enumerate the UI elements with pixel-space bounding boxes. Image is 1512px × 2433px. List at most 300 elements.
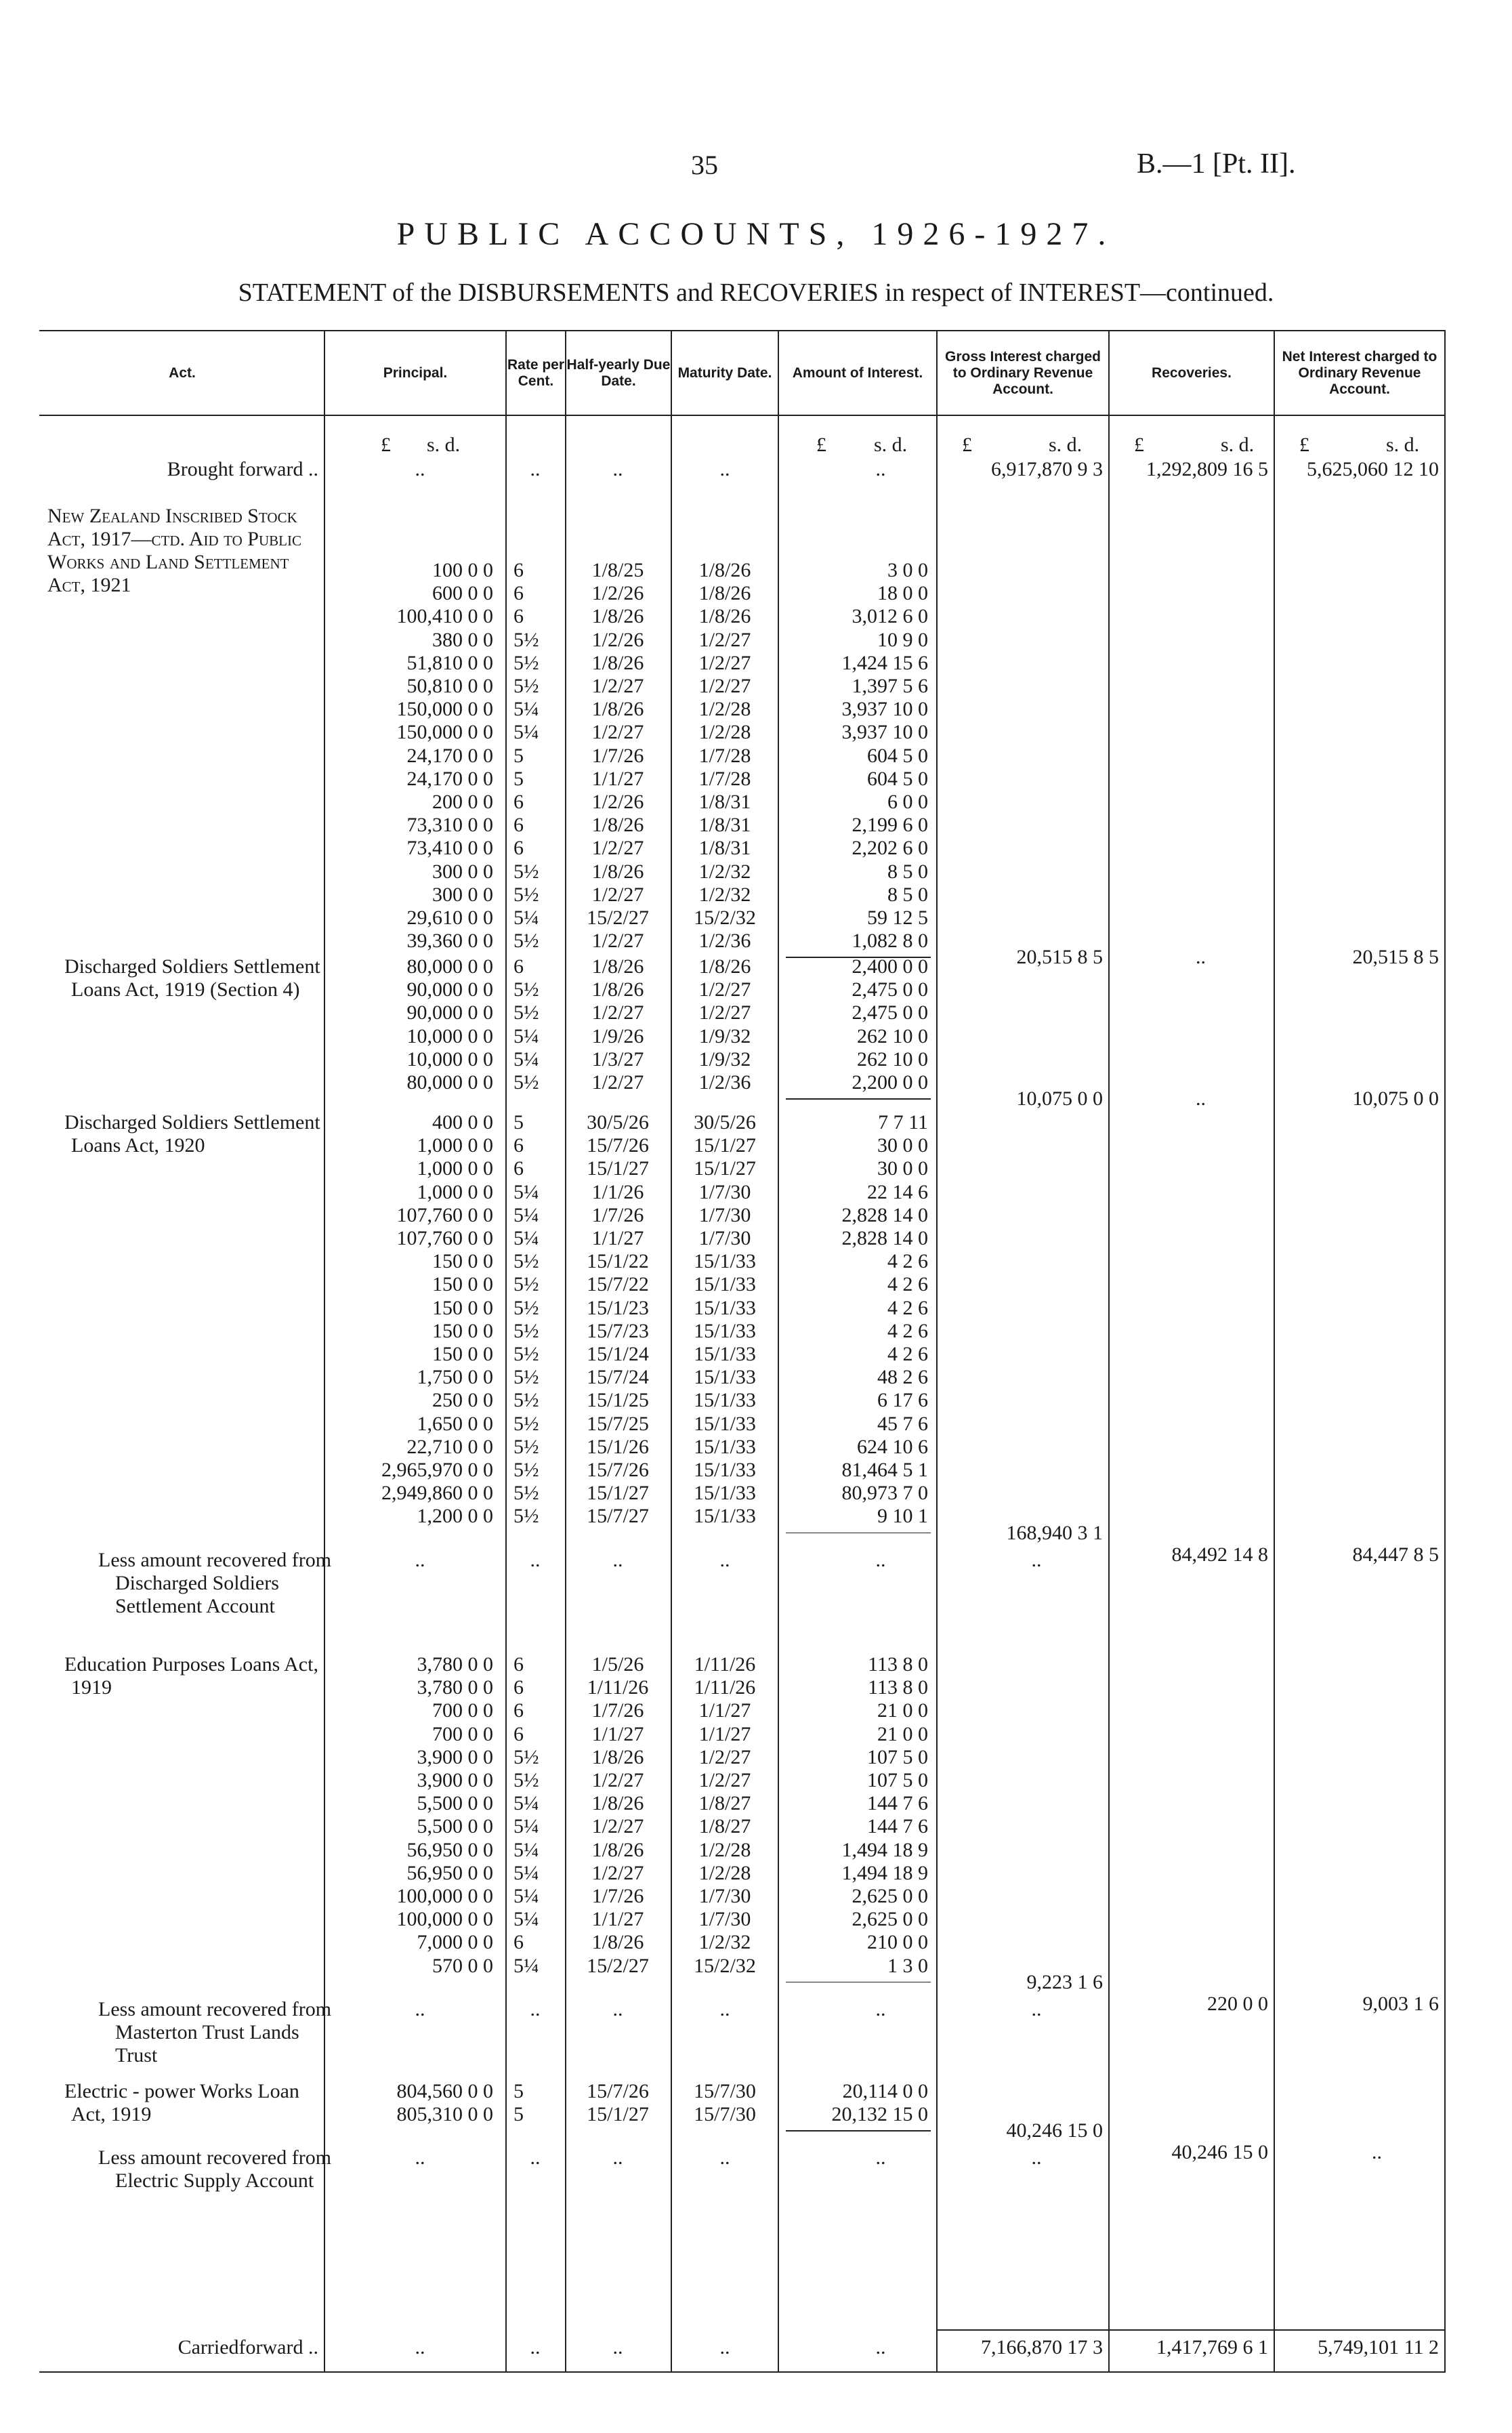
amount-cell: 30 0 0	[877, 1134, 928, 1157]
rate-cell: 5¼	[513, 1047, 539, 1070]
amount-cell: 30 0 0	[877, 1157, 928, 1180]
maturity-cell: 1/7/30	[698, 1227, 751, 1249]
table-top-rule	[39, 330, 1446, 331]
rate-cell: 6	[513, 791, 524, 813]
amount-cell: 2,828 14 0	[841, 1203, 928, 1226]
principal-cell: 1,650 0 0	[417, 1412, 493, 1435]
maturity-cell: 1/8/27	[698, 1815, 751, 1838]
half-yearly-cell: 1/7/26	[591, 1699, 644, 1722]
amount-cell: 1,397 5 6	[852, 675, 928, 697]
amount-cell: 2,400 0 0	[852, 955, 928, 978]
half-yearly-cell: 1/8/26	[591, 814, 644, 837]
amount-cell: 9 10 1	[877, 1505, 928, 1528]
header-maturity: Maturity Date.	[677, 365, 772, 381]
amount-cell: 144 7 6	[867, 1815, 928, 1838]
less-recovered-label: Less amount recovered from Electric Supply Account	[98, 2146, 332, 2192]
rate-cell: 5½	[513, 1769, 539, 1791]
brought-forward-dots-mat: ..	[719, 458, 730, 480]
maturity-cell: 1/8/26	[698, 582, 751, 605]
principal-cell: 570 0 0	[432, 1954, 493, 1977]
principal-cell: 5,500 0 0	[417, 1792, 493, 1815]
principal-cell: 1,200 0 0	[417, 1505, 493, 1528]
brought-forward-net: 5,625,060 12 10	[1307, 458, 1439, 480]
amount-cell: 262 10 0	[857, 1047, 928, 1070]
rate-cell: 5½	[513, 930, 539, 953]
amount-cell: 20,114 0 0	[842, 2080, 928, 2102]
brought-forward-gross: 6,917,870 9 3	[991, 458, 1103, 480]
amount-cell: 262 10 0	[857, 1024, 928, 1047]
half-yearly-cell: 1/2/26	[591, 582, 644, 605]
rate-cell: 5½	[513, 1319, 539, 1342]
half-yearly-cell: 1/7/26	[591, 1203, 644, 1226]
principal-cell: 3,900 0 0	[417, 1769, 493, 1791]
less-recovered-label: Less amount recovered from Discharged Soldiers Settlement Account	[98, 1548, 332, 1617]
amount-subtotal-rule	[786, 1098, 931, 1100]
carried-forward-gross: 7,166,870 17 3	[981, 2336, 1103, 2358]
rate-cell: 6	[513, 1157, 524, 1180]
maturity-cell: 1/7/30	[698, 1885, 751, 1907]
maturity-cell: 1/11/26	[694, 1676, 756, 1699]
brought-forward-dots-principal: ..	[415, 458, 425, 480]
rate-cell: 5	[513, 1111, 524, 1134]
half-yearly-cell: 1/9/26	[591, 1024, 644, 1047]
amount-cell: 20,132 15 0	[831, 2103, 928, 2126]
half-yearly-cell: 1/8/26	[591, 978, 644, 1001]
half-yearly-cell: 1/8/26	[591, 698, 644, 721]
half-yearly-cell: 1/8/26	[591, 605, 644, 628]
rate-cell: 5½	[513, 1001, 539, 1024]
half-yearly-cell: 1/2/27	[591, 1861, 644, 1884]
amount-cell: 48 2 6	[877, 1366, 928, 1389]
amount-cell: 6 17 6	[877, 1389, 928, 1412]
principal-cell: 24,170 0 0	[406, 767, 493, 790]
amount-cell: 8 5 0	[887, 860, 928, 883]
principal-cell: 150,000 0 0	[396, 698, 493, 721]
page-title: PUBLIC ACCOUNTS, 1926-1927.	[396, 216, 1116, 252]
carried-forward-label: Carriedforward ..	[177, 2336, 318, 2358]
unit-pound-net: £	[1299, 434, 1309, 456]
amount-cell: 1,424 15 6	[841, 651, 928, 674]
less-dots-half: ..	[612, 1997, 623, 2020]
recoveries-subtotal: ..	[1196, 1087, 1206, 1110]
principal-cell: 100,410 0 0	[396, 605, 493, 628]
rate-cell: 5	[513, 767, 524, 790]
maturity-cell: 1/2/27	[698, 978, 751, 1001]
principal-cell: 200 0 0	[432, 791, 493, 813]
principal-cell: 150 0 0	[432, 1343, 493, 1365]
unit-pound-gross: £	[962, 434, 972, 456]
principal-cell: 150 0 0	[432, 1296, 493, 1319]
half-yearly-cell: 15/7/27	[587, 1505, 649, 1528]
carried-forward-dots-principal: ..	[415, 2336, 425, 2358]
header-act: Act.	[169, 365, 196, 381]
amount-cell: 604 5 0	[867, 767, 928, 790]
amount-cell: 21 0 0	[877, 1722, 928, 1745]
maturity-cell: 15/1/33	[694, 1459, 756, 1481]
half-yearly-cell: 1/8/26	[591, 1838, 644, 1861]
principal-cell: 90,000 0 0	[406, 978, 493, 1001]
principal-cell: 50,810 0 0	[406, 675, 493, 697]
rate-cell: 5¼	[513, 1885, 539, 1907]
principal-cell: 7,000 0 0	[417, 1931, 493, 1954]
amount-subtotal-rule	[786, 1533, 931, 1534]
less-dots-mat: ..	[719, 1548, 730, 1571]
maturity-cell: 30/5/26	[694, 1111, 756, 1134]
principal-cell: 150 0 0	[432, 1273, 493, 1296]
carried-forward-dots-mat: ..	[719, 2336, 730, 2358]
amount-cell: 7 7 11	[878, 1111, 928, 1134]
act-name: Discharged Soldiers Settlement Loans Act, 1920	[64, 1111, 320, 1157]
principal-cell: 400 0 0	[432, 1111, 493, 1134]
half-yearly-cell: 15/7/25	[587, 1412, 649, 1435]
rate-cell: 6	[513, 837, 524, 860]
half-yearly-cell: 1/1/27	[591, 1227, 644, 1249]
rate-cell: 5¼	[513, 1954, 539, 1977]
principal-cell: 73,310 0 0	[406, 814, 493, 837]
half-yearly-cell: 15/7/26	[587, 1134, 649, 1157]
rate-cell: 5½	[513, 1435, 539, 1458]
principal-cell: 80,000 0 0	[406, 1071, 493, 1094]
amount-cell: 2,828 14 0	[841, 1227, 928, 1249]
principal-cell: 804,560 0 0	[396, 2080, 493, 2102]
maturity-cell: 1/2/36	[698, 930, 751, 953]
half-yearly-cell: 1/2/27	[591, 1001, 644, 1024]
amount-cell: 1,082 8 0	[852, 930, 928, 953]
maturity-cell: 1/11/26	[694, 1653, 756, 1676]
maturity-cell: 15/7/30	[694, 2103, 756, 2126]
principal-cell: 29,610 0 0	[406, 907, 493, 929]
principal-cell: 1,000 0 0	[417, 1134, 493, 1157]
rate-cell: 5½	[513, 1071, 539, 1094]
half-yearly-cell: 1/2/27	[591, 721, 644, 744]
half-yearly-cell: 1/1/27	[591, 1908, 644, 1931]
amount-cell: 4 2 6	[887, 1319, 928, 1342]
maturity-cell: 1/2/27	[698, 675, 751, 697]
amount-cell: 107 5 0	[867, 1745, 928, 1768]
amount-cell: 8 5 0	[887, 883, 928, 906]
maturity-cell: 1/2/27	[698, 1001, 751, 1024]
amount-cell: 10 9 0	[877, 628, 928, 651]
act-name: Electric - power Works Loan Act, 1919	[64, 2080, 299, 2125]
half-yearly-cell: 15/1/26	[587, 1435, 649, 1458]
maturity-cell: 15/1/33	[694, 1250, 756, 1273]
amount-cell: 604 5 0	[867, 744, 928, 767]
less-dots-amount: ..	[875, 1997, 886, 2020]
maturity-cell: 1/8/31	[698, 791, 751, 813]
principal-cell: 700 0 0	[432, 1699, 493, 1722]
rate-cell: 5½	[513, 1366, 539, 1389]
rate-cell: 6	[513, 605, 524, 628]
half-yearly-cell: 1/2/27	[591, 1769, 644, 1791]
statement-subtitle: STATEMENT of the DISBURSEMENTS and RECOVERIES in respect of INTEREST—continued.	[238, 278, 1274, 307]
gross-dots: ..	[1031, 1548, 1042, 1571]
col-rule-gross	[1108, 330, 1110, 2373]
half-yearly-cell: 15/1/24	[587, 1343, 649, 1365]
principal-cell: 600 0 0	[432, 582, 493, 605]
header-principal: Principal.	[383, 365, 448, 381]
half-yearly-cell: 1/8/26	[591, 860, 644, 883]
maturity-cell: 1/8/26	[698, 559, 751, 581]
rate-cell: 5¼	[513, 698, 539, 721]
principal-cell: 56,950 0 0	[406, 1838, 493, 1861]
rate-cell: 5½	[513, 1343, 539, 1365]
rate-cell: 6	[513, 955, 524, 978]
principal-cell: 24,170 0 0	[406, 744, 493, 767]
maturity-cell: 1/7/30	[698, 1908, 751, 1931]
maturity-cell: 1/2/28	[698, 1861, 751, 1884]
rate-cell: 5¼	[513, 1861, 539, 1884]
maturity-cell: 15/1/27	[694, 1157, 756, 1180]
maturity-cell: 1/2/32	[698, 883, 751, 906]
amount-cell: 113 8 0	[868, 1653, 928, 1676]
half-yearly-cell: 1/2/27	[591, 1071, 644, 1094]
principal-cell: 10,000 0 0	[406, 1024, 493, 1047]
principal-cell: 73,410 0 0	[406, 837, 493, 860]
maturity-cell: 1/7/30	[698, 1203, 751, 1226]
half-yearly-cell: 1/2/27	[591, 1815, 644, 1838]
maturity-cell: 1/7/28	[698, 767, 751, 790]
gross-subtotal: 9,223 1 6	[1026, 1970, 1103, 1993]
half-yearly-cell: 1/8/25	[591, 559, 644, 581]
gross-subtotal: 168,940 3 1	[1006, 1521, 1103, 1544]
net-subtotal: 84,447 8 5	[1352, 1543, 1439, 1566]
maturity-cell: 1/2/27	[698, 1769, 751, 1791]
amount-cell: 624 10 6	[857, 1435, 928, 1458]
half-yearly-cell: 1/3/27	[591, 1047, 644, 1070]
rate-cell: 5¼	[513, 1838, 539, 1861]
table-bottom-rule	[39, 2371, 1446, 2373]
act-name: New Zealand Inscribed Stock Act, 1917—ctd. Aid to Public Works and Land Settlement Act, 1921	[47, 505, 301, 596]
rate-cell: 5½	[513, 628, 539, 651]
amount-cell: 80,973 7 0	[841, 1482, 928, 1505]
rate-cell: 5¼	[513, 907, 539, 929]
unit-sd-principal: s. d.	[427, 434, 461, 456]
rate-cell: 5½	[513, 1482, 539, 1505]
half-yearly-cell: 1/8/26	[591, 1931, 644, 1954]
rate-cell: 6	[513, 1676, 524, 1699]
rate-cell: 5¼	[513, 1024, 539, 1047]
col-rule-halfyearly	[671, 330, 672, 2373]
principal-cell: 300 0 0	[432, 883, 493, 906]
amount-cell: 2,202 6 0	[852, 837, 928, 860]
maturity-cell: 1/7/28	[698, 744, 751, 767]
amount-cell: 3,937 10 0	[841, 721, 928, 744]
principal-cell: 5,500 0 0	[417, 1815, 493, 1838]
maturity-cell: 15/1/33	[694, 1296, 756, 1319]
principal-cell: 2,949,860 0 0	[381, 1482, 493, 1505]
rate-cell: 6	[513, 1931, 524, 1954]
rate-cell: 5½	[513, 1745, 539, 1768]
principal-cell: 3,780 0 0	[417, 1653, 493, 1676]
amount-cell: 144 7 6	[867, 1792, 928, 1815]
half-yearly-cell: 1/7/26	[591, 744, 644, 767]
principal-cell: 300 0 0	[432, 860, 493, 883]
rate-cell: 5½	[513, 1459, 539, 1481]
principal-cell: 10,000 0 0	[406, 1047, 493, 1070]
amount-cell: 18 0 0	[877, 582, 928, 605]
rate-cell: 5½	[513, 1273, 539, 1296]
amount-cell: 3 0 0	[887, 559, 928, 581]
brought-forward-dots-rate: ..	[530, 458, 541, 480]
principal-cell: 1,000 0 0	[417, 1157, 493, 1180]
half-yearly-cell: 1/8/26	[591, 651, 644, 674]
principal-cell: 80,000 0 0	[406, 955, 493, 978]
maturity-cell: 15/1/27	[694, 1134, 756, 1157]
amount-cell: 59 12 5	[867, 907, 928, 929]
amount-cell: 2,475 0 0	[852, 1001, 928, 1024]
principal-cell: 1,750 0 0	[417, 1366, 493, 1389]
principal-cell: 700 0 0	[432, 1722, 493, 1745]
half-yearly-cell: 15/1/22	[587, 1250, 649, 1273]
maturity-cell: 1/2/28	[698, 1838, 751, 1861]
amount-cell: 3,937 10 0	[841, 698, 928, 721]
carried-forward-dots-half: ..	[612, 2336, 623, 2358]
header-half-yearly: Half-yearly Due Date.	[566, 356, 671, 389]
rate-cell: 5½	[513, 675, 539, 697]
half-yearly-cell: 15/7/23	[587, 1319, 649, 1342]
unit-pound-amount: £	[816, 434, 826, 456]
maturity-cell: 1/2/28	[698, 721, 751, 744]
half-yearly-cell: 15/1/27	[587, 2103, 649, 2126]
maturity-cell: 15/2/32	[694, 907, 756, 929]
unit-sd-gross: s. d.	[1049, 434, 1083, 456]
maturity-cell: 1/2/32	[698, 860, 751, 883]
rate-cell: 6	[513, 1699, 524, 1722]
maturity-cell: 1/8/26	[698, 605, 751, 628]
maturity-cell: 1/8/31	[698, 814, 751, 837]
maturity-cell: 1/1/27	[698, 1699, 751, 1722]
principal-cell: 90,000 0 0	[406, 1001, 493, 1024]
amount-cell: 2,199 6 0	[852, 814, 928, 837]
principal-cell: 100,000 0 0	[396, 1908, 493, 1931]
maturity-cell: 1/8/31	[698, 837, 751, 860]
less-dots-principal: ..	[415, 1997, 425, 2020]
rate-cell: 5½	[513, 978, 539, 1001]
amount-cell: 4 2 6	[887, 1296, 928, 1319]
unit-sd-amount: s. d.	[874, 434, 908, 456]
amount-cell: 22 14 6	[867, 1180, 928, 1203]
principal-cell: 150 0 0	[432, 1319, 493, 1342]
half-yearly-cell: 15/7/24	[587, 1366, 649, 1389]
maturity-cell: 15/1/33	[694, 1273, 756, 1296]
header-rate: Rate per Cent.	[507, 356, 565, 389]
half-yearly-cell: 1/2/26	[591, 791, 644, 813]
header-amount: Amount of Interest.	[792, 365, 923, 381]
rate-cell: 5¼	[513, 1908, 539, 1931]
recoveries-subtotal: 84,492 14 8	[1171, 1543, 1268, 1566]
rate-cell: 5¼	[513, 1203, 539, 1226]
brought-forward-recoveries: 1,292,809 16 5	[1146, 458, 1268, 480]
recoveries-subtotal: 40,246 15 0	[1171, 2141, 1268, 2164]
rate-cell: 6	[513, 1134, 524, 1157]
maturity-cell: 15/1/33	[694, 1505, 756, 1528]
principal-cell: 1,000 0 0	[417, 1180, 493, 1203]
maturity-cell: 15/1/33	[694, 1343, 756, 1365]
unit-sd-recoveries: s. d.	[1221, 434, 1255, 456]
half-yearly-cell: 1/2/27	[591, 837, 644, 860]
net-subtotal: 20,515 8 5	[1352, 946, 1439, 969]
amount-cell: 4 2 6	[887, 1273, 928, 1296]
amount-cell: 45 7 6	[877, 1412, 928, 1435]
carried-forward-net: 5,749,101 11 2	[1318, 2336, 1439, 2358]
amount-cell: 81,464 5 1	[841, 1459, 928, 1481]
brought-forward-label: Brought forward ..	[167, 458, 318, 480]
rate-cell: 5½	[513, 883, 539, 906]
amount-cell: 2,625 0 0	[852, 1908, 928, 1931]
maturity-cell: 15/1/33	[694, 1319, 756, 1342]
rate-cell: 5	[513, 2103, 524, 2126]
half-yearly-cell: 1/2/26	[591, 628, 644, 651]
principal-cell: 39,360 0 0	[406, 930, 493, 953]
amount-cell: 2,625 0 0	[852, 1885, 928, 1907]
principal-cell: 22,710 0 0	[406, 1435, 493, 1458]
amount-cell: 21 0 0	[877, 1699, 928, 1722]
net-subtotal: 10,075 0 0	[1352, 1087, 1439, 1110]
rate-cell: 6	[513, 814, 524, 837]
carried-forward-recoveries: 1,417,769 6 1	[1156, 2336, 1268, 2358]
maturity-cell: 15/1/33	[694, 1389, 756, 1412]
principal-cell: 100 0 0	[432, 559, 493, 581]
amount-cell: 2,475 0 0	[852, 978, 928, 1001]
maturity-cell: 15/1/33	[694, 1412, 756, 1435]
rate-cell: 6	[513, 559, 524, 581]
less-dots-half: ..	[612, 2146, 623, 2169]
amount-subtotal-rule	[786, 2130, 931, 2132]
unit-pound-principal: £	[381, 434, 391, 456]
half-yearly-cell: 1/8/26	[591, 955, 644, 978]
maturity-cell: 1/1/27	[698, 1722, 751, 1745]
rate-cell: 5½	[513, 1296, 539, 1319]
less-dots-half: ..	[612, 1548, 623, 1571]
rate-cell: 5	[513, 744, 524, 767]
less-dots-mat: ..	[719, 2146, 730, 2169]
principal-cell: 107,760 0 0	[396, 1227, 493, 1249]
maturity-cell: 1/2/27	[698, 1745, 751, 1768]
half-yearly-cell: 1/1/27	[591, 1722, 644, 1745]
principal-cell: 100,000 0 0	[396, 1885, 493, 1907]
half-yearly-cell: 1/11/26	[587, 1676, 649, 1699]
net-subtotal: 9,003 1 6	[1362, 1992, 1439, 2015]
less-dots-rate: ..	[530, 1548, 541, 1571]
brought-forward-dots-amount: ..	[875, 458, 886, 480]
principal-cell: 51,810 0 0	[406, 651, 493, 674]
amount-subtotal-rule	[786, 1982, 931, 1983]
rate-cell: 5½	[513, 860, 539, 883]
half-yearly-cell: 15/2/27	[587, 907, 649, 929]
document-reference: B.—1 [Pt. II].	[1137, 148, 1296, 180]
gross-subtotal: 40,246 15 0	[1006, 2119, 1103, 2142]
half-yearly-cell: 30/5/26	[587, 1111, 649, 1134]
carried-forward-dots-rate: ..	[530, 2336, 541, 2358]
act-name: Discharged Soldiers Settlement Loans Act, 1919 (Section 4)	[64, 955, 320, 1001]
maturity-cell: 1/9/32	[698, 1047, 751, 1070]
gross-dots: ..	[1031, 1997, 1042, 2020]
maturity-cell: 15/1/33	[694, 1435, 756, 1458]
principal-cell: 380 0 0	[432, 628, 493, 651]
amount-cell: 4 2 6	[887, 1250, 928, 1273]
rate-cell: 5½	[513, 1250, 539, 1273]
half-yearly-cell: 1/2/27	[591, 883, 644, 906]
rate-cell: 6	[513, 1653, 524, 1676]
col-rule-recoveries	[1274, 330, 1275, 2373]
maturity-cell: 15/1/33	[694, 1482, 756, 1505]
rate-cell: 6	[513, 582, 524, 605]
less-dots-mat: ..	[719, 1997, 730, 2020]
principal-cell: 107,760 0 0	[396, 1203, 493, 1226]
col-rule-principal	[505, 330, 507, 2373]
principal-cell: 56,950 0 0	[406, 1861, 493, 1884]
carried-forward-rule	[938, 2329, 1444, 2331]
